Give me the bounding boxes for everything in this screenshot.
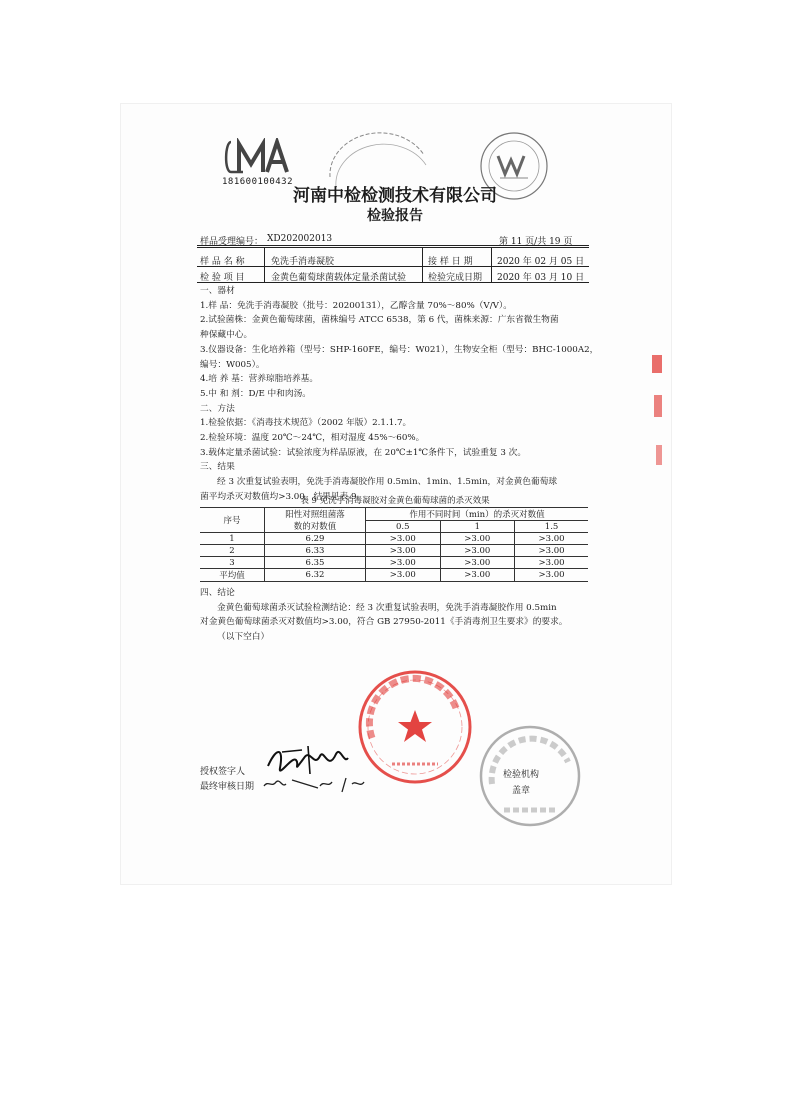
cell-number: 平均值: [200, 569, 265, 582]
cell-value: >3.00: [366, 557, 441, 569]
cell-number: 2: [200, 545, 265, 557]
col-control: [265, 508, 366, 533]
sample-number-label: 样品受理编号：: [200, 237, 264, 247]
conclusion: [200, 586, 586, 645]
sample-name-label: 样 品 名 称: [200, 257, 245, 267]
cell-value: >3.00: [366, 545, 441, 557]
sample-name: 免洗手消毒凝胶: [271, 257, 335, 267]
col-time-3: 1.5: [515, 521, 588, 533]
complete-date-label: 检验完成日期: [428, 273, 483, 283]
results-text-cont: 菌平均杀灭对数值均>3.00。结果见表 9。: [200, 491, 366, 502]
materials-sample: 1.样 品：免洗手消毒凝胶（批号：20200131），乙醇含量 70%～80%（V/V）。: [200, 300, 512, 311]
cell-control: 6.29: [265, 533, 366, 545]
method-environment: 2.检验环境：温度 20℃～24℃，相对湿度 45%～60%。: [200, 433, 425, 444]
info-divider-1: [264, 247, 265, 282]
cma-number: 181600100432: [222, 177, 294, 187]
page-indicator: 第 11 页/共 19 页: [499, 237, 573, 247]
company-name: 河南中检检测技术有限公司: [293, 186, 497, 206]
complete-date: 2020 年 03 月 10 日: [497, 273, 585, 283]
section-materials-title: 一、器材: [200, 286, 235, 296]
test-item-label: 检 验 项 目: [200, 273, 245, 283]
materials-strain: 2.试验菌株：金黄色葡萄球菌，菌株编号 ATCC 6538，第 6 代，菌株来源：广东省微生物菌: [200, 315, 559, 326]
review-date-label: 最终审核日期: [200, 782, 255, 792]
cell-value: >3.00: [366, 569, 441, 582]
cell-value: >3.00: [440, 533, 515, 545]
rule-info-mid: [197, 266, 589, 267]
rule-info-bottom: [197, 282, 589, 283]
table-caption: 表 9 免洗手消毒凝胶对金黄色葡萄球菌的杀灭效果: [300, 496, 490, 506]
cell-control: 6.32: [265, 569, 366, 582]
materials-strain-cont: 种保藏中心。: [200, 330, 253, 341]
method-test: 3.载体定量杀菌试验：试验浓度为样品原液，在 20℃±1℃条件下，试验重复 3 次。: [200, 447, 527, 458]
info-divider-3: [491, 247, 492, 282]
rule-top: [197, 245, 589, 246]
table-row: [200, 533, 588, 545]
rule-top-double: [197, 247, 589, 248]
section-conclusion-title: 四、结论: [200, 588, 235, 598]
blank-notice: （以下空白）: [217, 632, 270, 643]
col-control-line1: 阳性对照组菌落: [285, 510, 345, 520]
materials-neutralizer: 5.中 和 剂：D/E 中和肉汤。: [200, 388, 311, 399]
company-red-seal: [356, 668, 474, 786]
receive-date-label: 接 样 日 期: [428, 257, 473, 267]
receive-date: 2020 年 02 月 05 日: [497, 257, 585, 267]
institution-label: 检验机构: [503, 770, 540, 780]
signer-label: 授权签字人: [200, 767, 246, 777]
report-body: [200, 284, 599, 505]
materials-equipment-cont: 编号：W005）。: [200, 359, 265, 370]
table-row: [200, 557, 588, 569]
col-group: 作用不同时间（min）的杀灭对数值: [366, 508, 589, 521]
cell-control: 6.35: [265, 557, 366, 569]
section-method-title: 二、方法: [200, 403, 235, 414]
conclusion-text-cont: 对金黄色葡萄球菌杀灭对数值均>3.00，符合 GB 27950-2011《手消毒剂卫生要求》的要求。: [200, 617, 568, 628]
col-time-2: 1: [440, 521, 515, 533]
sample-number: XD202002013: [267, 234, 333, 244]
table-row: [200, 545, 588, 557]
cell-value: >3.00: [440, 545, 515, 557]
info-divider-2: [422, 247, 423, 282]
cell-value: >3.00: [440, 557, 515, 569]
cell-control: 6.33: [265, 545, 366, 557]
handwritten-date: [258, 774, 378, 794]
method-basis: 1.检验依据：《消毒技术规范》（2002 年版）2.1.1.7。: [200, 418, 412, 429]
cell-number: 3: [200, 557, 265, 569]
cell-value: >3.00: [515, 557, 588, 569]
cell-value: >3.00: [366, 533, 441, 545]
col-control-line2: 数的对数值: [293, 522, 337, 532]
report-title: 检验报告: [367, 208, 423, 224]
edge-seal-fragment: [646, 355, 664, 475]
stamp-label: 盖章: [512, 786, 531, 796]
results-table: [200, 507, 588, 582]
cell-value: >3.00: [515, 569, 588, 582]
cell-value: >3.00: [515, 545, 588, 557]
col-time-1: 0.5: [366, 521, 441, 533]
cell-value: >3.00: [440, 569, 515, 582]
col-number: 序号: [200, 508, 265, 533]
test-item: 金黄色葡萄球菌载体定量杀菌试验: [271, 273, 407, 283]
materials-equipment: 3.仪器设备：生化培养箱（型号：SHP-160FE，编号：W021），生物安全柜（型号：BHC-1000A2，: [200, 344, 599, 355]
cell-value: >3.00: [515, 533, 588, 545]
cell-number: 1: [200, 533, 265, 545]
cma-logo: [223, 138, 295, 176]
table-row-average: [200, 569, 588, 582]
results-text: 经 3 次重复试验表明，免洗手消毒凝胶作用 0.5min、1min、1.5min，对金黄色葡萄球: [217, 477, 558, 488]
materials-medium: 4.培 养 基：营养琼脂培养基。: [200, 374, 319, 385]
conclusion-text: 金黄色葡萄球菌杀灭试验检测结论：经 3 次重复试验表明，免洗手消毒凝胶作用 0.5min: [217, 602, 557, 613]
section-results-title: 三、结果: [200, 462, 235, 473]
